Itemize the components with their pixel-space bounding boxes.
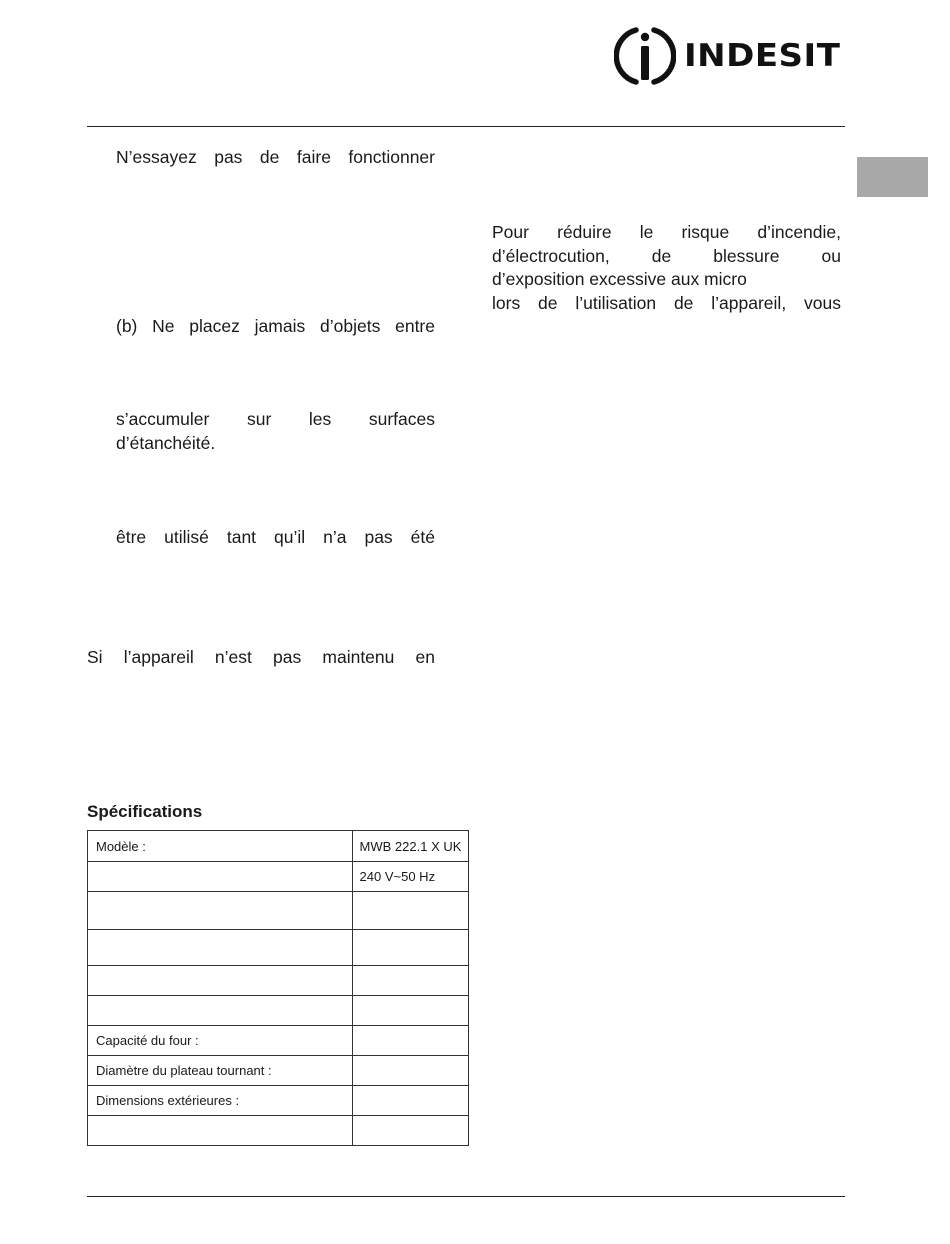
spec-row-model <box>88 831 469 862</box>
right-paragraph <box>492 221 841 315</box>
spec-row <box>88 996 469 1026</box>
footer-rule <box>87 1196 845 1197</box>
indesit-logo-icon <box>614 24 676 88</box>
language-tab <box>857 157 928 197</box>
left-paragraph-4: être utilisé tant qu’il n’a pas été <box>116 527 435 547</box>
spec-value: MWB 222.1 X UK <box>352 831 468 862</box>
header-rule <box>87 126 845 127</box>
spec-label: Modèle : <box>88 831 353 862</box>
spec-value <box>352 1086 468 1116</box>
brand-logo <box>614 24 840 88</box>
spec-value <box>352 1056 468 1086</box>
spec-value: 240 V~50 Hz <box>352 862 468 892</box>
spec-value <box>352 1116 468 1146</box>
left-paragraph-5: Si l’appareil n’est pas maintenu en <box>87 647 435 667</box>
spec-value <box>352 1026 468 1056</box>
spec-row <box>88 930 469 966</box>
spec-label <box>88 996 353 1026</box>
spec-label: Diamètre du plateau tournant : <box>88 1056 353 1086</box>
spec-row-turntable <box>88 1056 469 1086</box>
spec-label <box>88 966 353 996</box>
specifications-table <box>87 830 469 1146</box>
spec-row-dimensions <box>88 1086 469 1116</box>
spec-label <box>88 1116 353 1146</box>
spec-label: Capacité du four : <box>88 1026 353 1056</box>
left-paragraph-2: (b) Ne placez jamais d’objets entre <box>116 316 435 336</box>
right-line-3: d’exposition excessive aux micro <box>492 269 747 289</box>
spec-row <box>88 1116 469 1146</box>
right-line-1: Pour réduire le risque d’incendie, <box>492 222 841 242</box>
spec-value <box>352 966 468 996</box>
right-line-4: lors de l’utilisation de l’appareil, vous <box>492 292 841 313</box>
spec-label <box>88 892 353 930</box>
specifications-heading: Spécifications <box>87 802 203 821</box>
spec-label <box>88 862 353 892</box>
left-paragraph-1: N’essayez pas de faire fonctionner <box>116 147 435 167</box>
spec-row <box>88 862 469 892</box>
spec-value <box>352 930 468 966</box>
spec-label: Dimensions extérieures : <box>88 1086 353 1116</box>
spec-label <box>88 930 353 966</box>
right-line-2: d’électrocution, de blessure ou <box>492 245 841 266</box>
left-paragraph-3 <box>116 408 435 455</box>
left-paragraph-3-line-1: s’accumuler sur les surfaces <box>116 409 435 429</box>
left-paragraph-3-line-2: d’étanchéité. <box>116 432 216 453</box>
spec-row-capacity <box>88 1026 469 1056</box>
spec-row <box>88 966 469 996</box>
spec-value <box>352 996 468 1026</box>
spec-value <box>352 892 468 930</box>
spec-row <box>88 892 469 930</box>
brand-name: INDESIT <box>684 37 841 75</box>
